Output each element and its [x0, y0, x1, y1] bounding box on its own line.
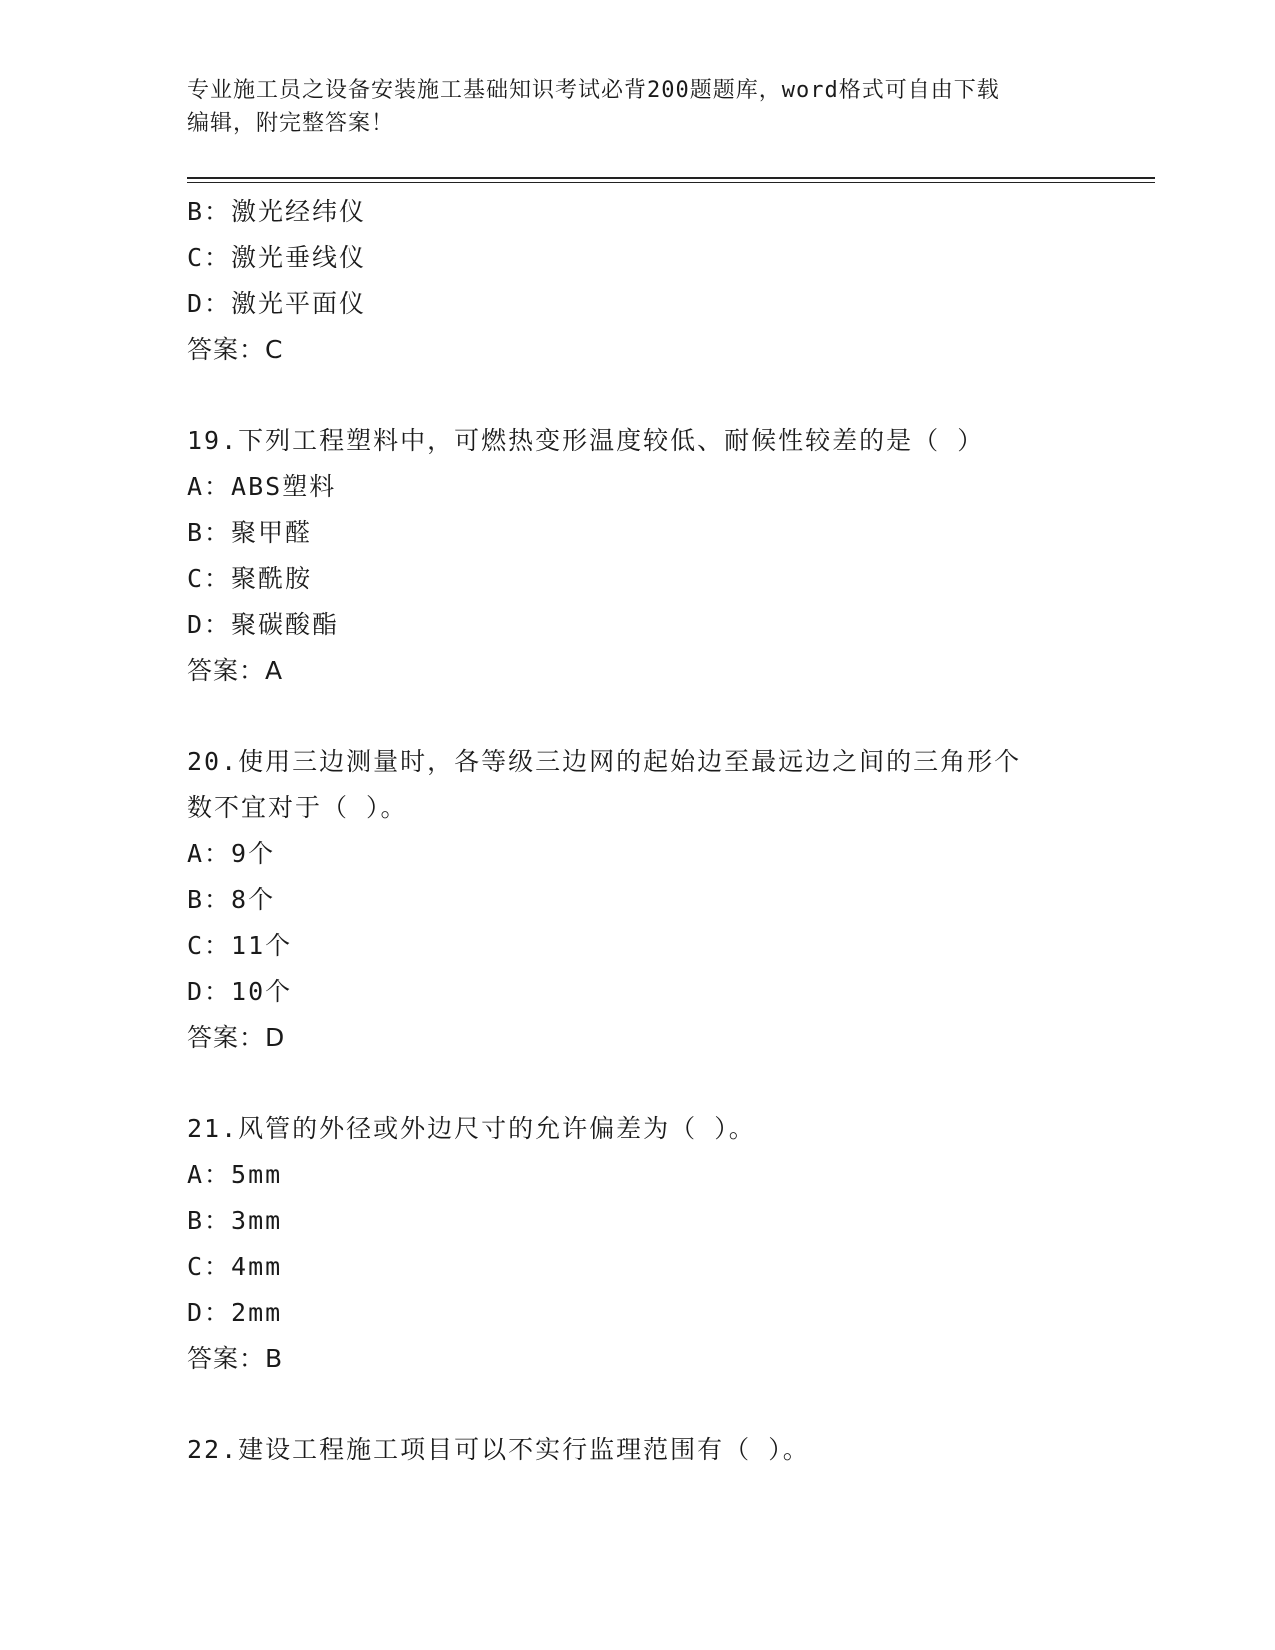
question-stem: 22.建设工程施工项目可以不实行监理范围有（ ）。 [187, 1435, 810, 1464]
option-a: A：9个 [187, 839, 276, 868]
question-19 [187, 418, 1155, 694]
header-divider-thin [187, 182, 1155, 183]
question-22 [187, 1427, 1155, 1473]
question-18-continued [187, 189, 1155, 373]
question-21 [187, 1106, 1155, 1382]
option-d: D：激光平面仪 [187, 289, 367, 318]
option-b: B：聚甲醛 [187, 518, 313, 547]
option-b: B：3mm [187, 1206, 283, 1235]
answer-line: 答案：D [187, 1023, 286, 1052]
option-c: C：聚酰胺 [187, 564, 313, 593]
option-c: C：11个 [187, 931, 293, 960]
header-title-line-2: 编辑，附完整答案！ [187, 111, 395, 136]
question-stem: 21.风管的外径或外边尺寸的允许偏差为（ ）。 [187, 1114, 756, 1143]
answer-line: 答案：A [187, 656, 284, 685]
option-d: D：聚碳酸酯 [187, 610, 340, 639]
option-a: A：ABS塑料 [187, 472, 337, 501]
question-stem-line-2: 数不宜对于（ ）。 [187, 793, 408, 822]
answer-line: 答案：B [187, 1344, 284, 1373]
option-d: D：10个 [187, 977, 293, 1006]
option-a: A：5mm [187, 1160, 283, 1189]
question-20 [187, 739, 1155, 1061]
header-divider-thick [187, 177, 1155, 179]
option-b: B：8个 [187, 885, 276, 914]
question-list [187, 189, 1155, 1473]
option-b: B：激光经纬仪 [187, 197, 367, 226]
header-title-line-1: 专业施工员之设备安装施工基础知识考试必背200题题库，word格式可自由下载 [187, 78, 1000, 103]
question-stem-line-1: 20.使用三边测量时，各等级三边网的起始边至最远边之间的三角形个 [187, 747, 1022, 776]
question-stem: 19.下列工程塑料中，可燃热变形温度较低、耐候性较差的是（ ） [187, 426, 985, 455]
option-d: D：2mm [187, 1298, 283, 1327]
option-c: C：激光垂线仪 [187, 243, 367, 272]
document-header [187, 74, 1087, 140]
answer-line: 答案：C [187, 335, 284, 364]
option-c: C：4mm [187, 1252, 283, 1281]
